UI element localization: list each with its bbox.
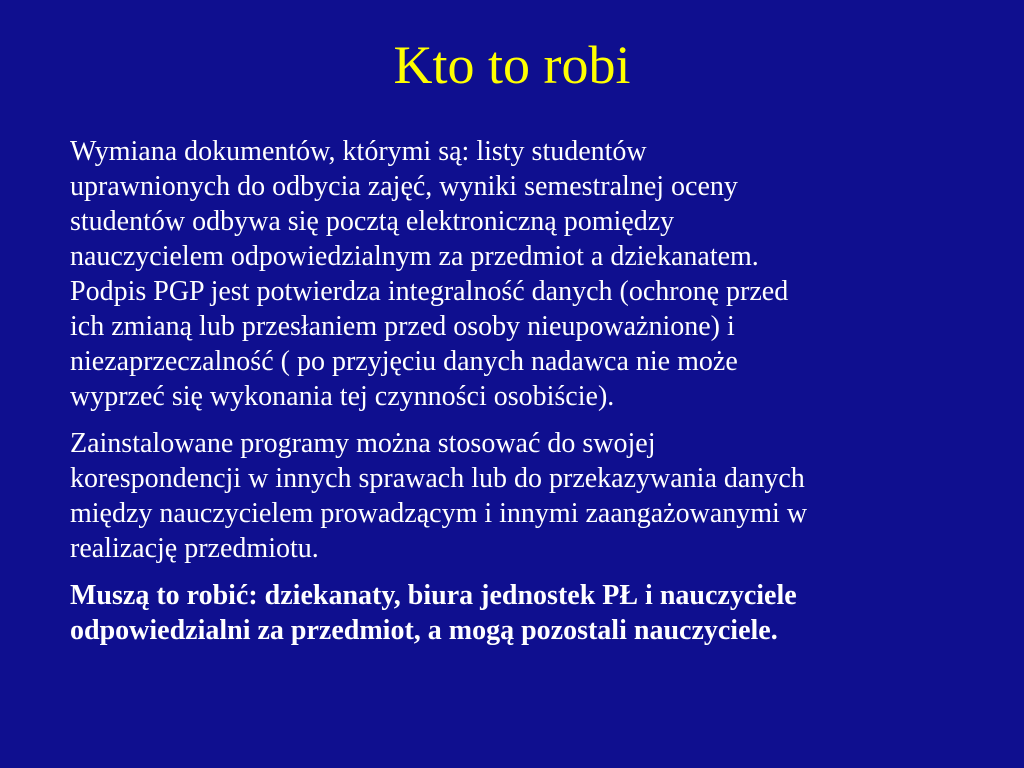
paragraph-document-exchange: [70, 134, 970, 414]
slide-body: [70, 134, 970, 660]
text-line: Muszą to robić: dziekanaty, biura jednostek PŁ i nauczyciele: [70, 580, 797, 611]
text-line: studentów odbywa się pocztą elektroniczną pomiędzy: [70, 206, 675, 237]
paragraph-installed-programs: [70, 426, 970, 566]
text-line: odpowiedzialni za przedmiot, a mogą pozostali nauczyciele.: [70, 615, 778, 646]
text-line: między nauczycielem prowadzącym i innymi zaangażowanymi w: [70, 498, 808, 529]
text-line: Zainstalowane programy można stosować do swojej: [70, 428, 656, 459]
text-line: wyprzeć się wykonania tej czynności osobiście).: [70, 381, 615, 412]
text-line: ich zmianą lub przesłaniem przed osoby nieupoważnione) i: [70, 311, 735, 342]
text-line: korespondencji w innych sprawach lub do przekazywania danych: [70, 463, 805, 494]
text-line: niezaprzeczalność ( po przyjęciu danych nadawca nie może: [70, 346, 738, 377]
slide-title: Kto to robi: [393, 35, 631, 95]
text-line: realizację przedmiotu.: [70, 533, 319, 564]
paragraph-who-must: [70, 578, 970, 648]
text-line: Podpis PGP jest potwierdza integralność danych (ochronę przed: [70, 276, 789, 307]
text-line: uprawnionych do odbycia zajęć, wyniki semestralnej oceny: [70, 171, 738, 202]
text-line: Wymiana dokumentów, którymi są: listy studentów: [70, 136, 647, 167]
text-line: nauczycielem odpowiedzialnym za przedmiot a dziekanatem.: [70, 241, 759, 272]
